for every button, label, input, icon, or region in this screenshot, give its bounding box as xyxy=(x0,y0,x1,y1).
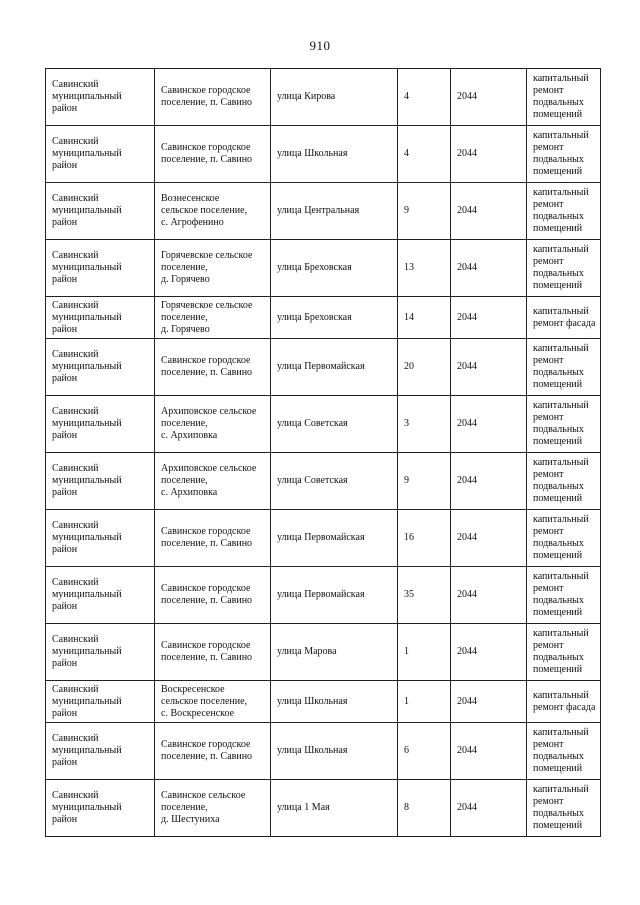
work-type-cell: капитальный ремонт подвальных помещений xyxy=(527,624,601,681)
district-cell: Савинский муниципальный район xyxy=(46,297,155,339)
work-type-cell: капитальный ремонт подвальных помещений xyxy=(527,69,601,126)
house-number-cell: 16 xyxy=(398,510,451,567)
house-number-cell: 1 xyxy=(398,681,451,723)
district-cell: Савинский муниципальный район xyxy=(46,69,155,126)
district-cell: Савинский муниципальный район xyxy=(46,453,155,510)
settlement-cell: Архиповское сельское поселение, с. Архиповка xyxy=(155,396,271,453)
table-row xyxy=(46,183,601,240)
work-type-cell: капитальный ремонт подвальных помещений xyxy=(527,780,601,837)
work-type-cell: капитальный ремонт подвальных помещений xyxy=(527,240,601,297)
settlement-cell: Воскресенское сельское поселение, с. Воскресенское xyxy=(155,681,271,723)
district-cell: Савинский муниципальный район xyxy=(46,126,155,183)
work-type-cell: капитальный ремонт подвальных помещений xyxy=(527,567,601,624)
year-cell: 2044 xyxy=(451,681,527,723)
year-cell: 2044 xyxy=(451,183,527,240)
district-cell: Савинский муниципальный район xyxy=(46,780,155,837)
table-row xyxy=(46,681,601,723)
work-type-cell: капитальный ремонт фасада xyxy=(527,681,601,723)
house-number-cell: 9 xyxy=(398,183,451,240)
table-row xyxy=(46,453,601,510)
work-type-cell: капитальный ремонт подвальных помещений xyxy=(527,126,601,183)
district-cell: Савинский муниципальный район xyxy=(46,681,155,723)
registry-table xyxy=(45,68,601,837)
district-cell: Савинский муниципальный район xyxy=(46,183,155,240)
house-number-cell: 4 xyxy=(398,69,451,126)
house-number-cell: 4 xyxy=(398,126,451,183)
district-cell: Савинский муниципальный район xyxy=(46,624,155,681)
table-row xyxy=(46,510,601,567)
table-row xyxy=(46,297,601,339)
house-number-cell: 13 xyxy=(398,240,451,297)
year-cell: 2044 xyxy=(451,453,527,510)
settlement-cell: Горячевское сельское поселение, д. Горячево xyxy=(155,297,271,339)
work-type-cell: капитальный ремонт подвальных помещений xyxy=(527,510,601,567)
settlement-cell: Горячевское сельское поселение, д. Горячево xyxy=(155,240,271,297)
settlement-cell: Архиповское сельское поселение, с. Архиповка xyxy=(155,453,271,510)
street-cell: улица Школьная xyxy=(271,681,398,723)
year-cell: 2044 xyxy=(451,69,527,126)
district-cell: Савинский муниципальный район xyxy=(46,567,155,624)
district-cell: Савинский муниципальный район xyxy=(46,396,155,453)
district-cell: Савинский муниципальный район xyxy=(46,510,155,567)
street-cell: улица Бреховская xyxy=(271,240,398,297)
work-type-cell: капитальный ремонт подвальных помещений xyxy=(527,396,601,453)
street-cell: улица Первомайская xyxy=(271,567,398,624)
year-cell: 2044 xyxy=(451,339,527,396)
street-cell: улица Школьная xyxy=(271,723,398,780)
settlement-cell: Савинское городское поселение, п. Савино xyxy=(155,723,271,780)
street-cell: улица Первомайская xyxy=(271,339,398,396)
district-cell: Савинский муниципальный район xyxy=(46,240,155,297)
table-row xyxy=(46,780,601,837)
settlement-cell: Савинское городское поселение, п. Савино xyxy=(155,126,271,183)
year-cell: 2044 xyxy=(451,567,527,624)
year-cell: 2044 xyxy=(451,780,527,837)
year-cell: 2044 xyxy=(451,126,527,183)
work-type-cell: капитальный ремонт подвальных помещений xyxy=(527,453,601,510)
work-type-cell: капитальный ремонт подвальных помещений xyxy=(527,183,601,240)
table-row xyxy=(46,723,601,780)
street-cell: улица Советская xyxy=(271,396,398,453)
house-number-cell: 14 xyxy=(398,297,451,339)
table-row xyxy=(46,567,601,624)
street-cell: улица Советская xyxy=(271,453,398,510)
year-cell: 2044 xyxy=(451,396,527,453)
year-cell: 2044 xyxy=(451,624,527,681)
street-cell: улица Первомайская xyxy=(271,510,398,567)
registry-table-body xyxy=(46,69,601,837)
year-cell: 2044 xyxy=(451,297,527,339)
table-row xyxy=(46,69,601,126)
settlement-cell: Савинское городское поселение, п. Савино xyxy=(155,567,271,624)
table-row xyxy=(46,624,601,681)
work-type-cell: капитальный ремонт подвальных помещений xyxy=(527,723,601,780)
work-type-cell: капитальный ремонт подвальных помещений xyxy=(527,339,601,396)
settlement-cell: Савинское городское поселение, п. Савино xyxy=(155,69,271,126)
work-type-cell: капитальный ремонт фасада xyxy=(527,297,601,339)
house-number-cell: 6 xyxy=(398,723,451,780)
house-number-cell: 3 xyxy=(398,396,451,453)
year-cell: 2044 xyxy=(451,240,527,297)
street-cell: улица Бреховская xyxy=(271,297,398,339)
house-number-cell: 20 xyxy=(398,339,451,396)
settlement-cell: Савинское городское поселение, п. Савино xyxy=(155,339,271,396)
street-cell: улица 1 Мая xyxy=(271,780,398,837)
table-row xyxy=(46,126,601,183)
street-cell: улица Школьная xyxy=(271,126,398,183)
settlement-cell: Вознесенское сельское поселение, с. Агрофенино xyxy=(155,183,271,240)
settlement-cell: Савинское городское поселение, п. Савино xyxy=(155,624,271,681)
house-number-cell: 1 xyxy=(398,624,451,681)
year-cell: 2044 xyxy=(451,510,527,567)
table-row xyxy=(46,339,601,396)
district-cell: Савинский муниципальный район xyxy=(46,723,155,780)
house-number-cell: 35 xyxy=(398,567,451,624)
house-number-cell: 9 xyxy=(398,453,451,510)
street-cell: улица Центральная xyxy=(271,183,398,240)
house-number-cell: 8 xyxy=(398,780,451,837)
settlement-cell: Савинское сельское поселение, д. Шестуниха xyxy=(155,780,271,837)
street-cell: улица Кирова xyxy=(271,69,398,126)
table-row xyxy=(46,240,601,297)
district-cell: Савинский муниципальный район xyxy=(46,339,155,396)
year-cell: 2044 xyxy=(451,723,527,780)
street-cell: улица Марова xyxy=(271,624,398,681)
settlement-cell: Савинское городское поселение, п. Савино xyxy=(155,510,271,567)
table-row xyxy=(46,396,601,453)
page-number: 910 xyxy=(309,38,331,53)
